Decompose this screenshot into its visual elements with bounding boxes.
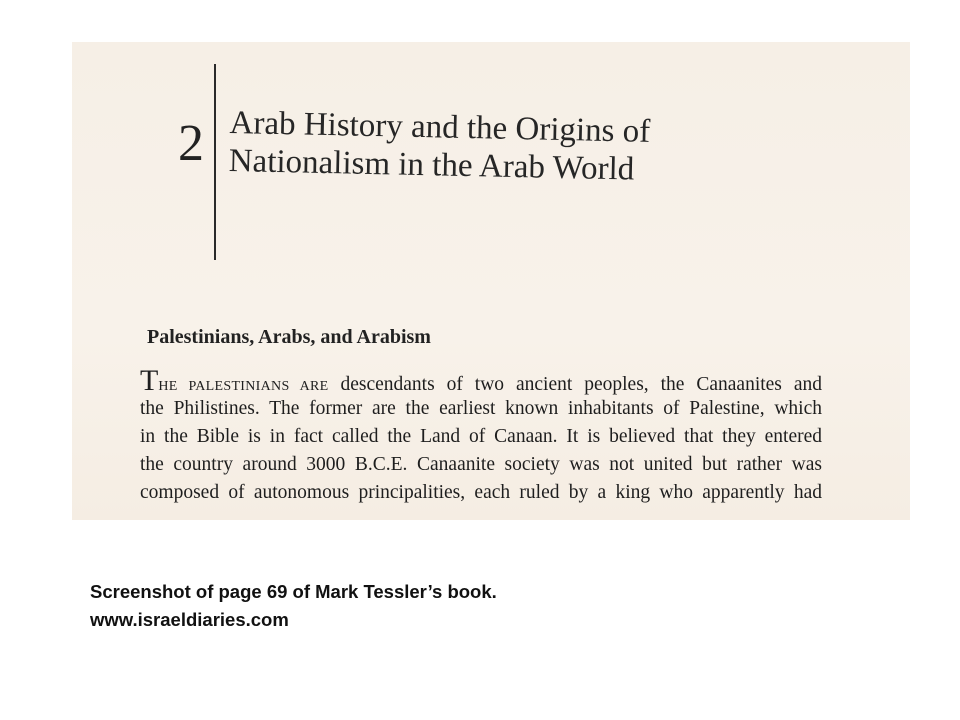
chapter-title-line1: Arab History and the Origins of [229,104,651,150]
smallcaps-lead: HE PALESTINIANS ARE [158,379,329,394]
body-line-text: composed of autonomous principalities, each ruled by a king who apparently had [140,482,822,503]
caption-line1: Screenshot of page 69 of Mark Tessler’s book. [90,581,497,602]
body-line [140,451,822,479]
chapter-number: 2 [178,115,204,172]
body-line [140,395,822,423]
chapter-title [228,104,650,189]
body-line-text: descendants of two ancient peoples, the Canaanites and [328,374,822,395]
body-line [140,364,822,397]
slide-caption [90,578,497,634]
section-heading: Palestinians, Arabs, and Arabism [147,326,431,348]
body-line [140,479,822,507]
body-line [140,423,822,451]
body-text [140,364,822,507]
drop-cap: T [140,364,159,397]
body-line-text: in the Bible is in fact called the Land of Canaan. It is believed that they entered [140,426,822,447]
caption-url: www.israeldiaries.com [90,609,289,630]
body-line-text: the country around 3000 B.C.E. Canaanite society was not united but rather was [140,454,822,475]
body-line-text: the Philistines. The former are the earliest known inhabitants of Palestine, which [140,398,822,419]
book-page-photo [72,42,910,520]
chapter-title-line2: Nationalism in the Arab World [228,142,635,188]
chapter-divider [214,64,216,260]
